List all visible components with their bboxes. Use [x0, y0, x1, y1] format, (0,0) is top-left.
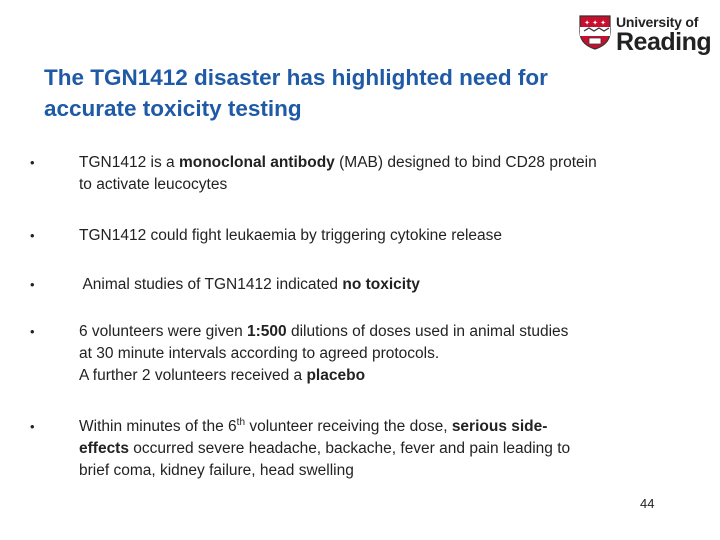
bullet-text: [79, 321, 679, 387]
bullet-line: at 30 minute intervals according to agreed protocols.: [79, 345, 440, 362]
bullet-text: [79, 152, 679, 196]
title-line-1: The TGN1412 disaster has highlighted need for: [44, 65, 548, 90]
text-run: 6 volunteers were given: [79, 323, 248, 340]
crest-icon: [578, 14, 612, 50]
bold-text-run: 1:500: [247, 323, 287, 340]
bullet-symbol: •: [30, 277, 35, 292]
svg-text:✦: ✦: [600, 20, 606, 27]
bullet-symbol: •: [30, 324, 35, 339]
svg-text:✦: ✦: [592, 20, 598, 27]
slide-title: [44, 62, 604, 124]
bold-text-run: monoclonal antibody: [178, 154, 335, 171]
bold-text-run: serious side-: [451, 418, 548, 435]
bullet-text: [79, 416, 679, 482]
text-run: Within minutes of the 6: [79, 418, 237, 435]
text-run: TGN1412 is a: [79, 154, 179, 171]
superscript-text: th: [236, 416, 246, 428]
bullet-symbol: •: [30, 228, 35, 243]
bold-text-run: effects: [79, 440, 129, 457]
bullet-symbol: •: [30, 419, 35, 434]
text-run: Animal studies of TGN1412 indicated: [79, 276, 343, 293]
bullet-symbol: •: [30, 155, 35, 170]
bullet-line: [79, 152, 679, 174]
bullet-line: [79, 274, 679, 296]
text-run: occurred severe headache, backache, fever and pain leading to: [128, 440, 571, 457]
bullet-line: to activate leucocytes: [79, 176, 228, 193]
logo-text-reading: Reading: [616, 28, 712, 56]
text-run: dilutions of doses used in animal studies: [286, 323, 569, 340]
svg-text:✦: ✦: [584, 20, 590, 27]
logo-text-university-of: University of: [616, 14, 699, 30]
text-run: (MAB) designed to bind CD28 protein: [334, 154, 597, 171]
bold-text-run: placebo: [306, 367, 366, 384]
text-run: A further 2 volunteers received a: [79, 367, 307, 384]
bullet-text: [79, 274, 679, 296]
bullet-line: [79, 416, 679, 438]
bullet-line: [79, 365, 679, 387]
text-run: volunteer receiving the dose,: [245, 418, 452, 435]
title-line-2: accurate toxicity testing: [44, 96, 302, 121]
bold-text-run: no toxicity: [342, 276, 420, 293]
bullet-line: [79, 321, 679, 343]
bullet-line: TGN1412 could fight leukaemia by triggering cytokine release: [79, 227, 503, 244]
bullet-line: brief coma, kidney failure, head swelling: [79, 462, 354, 479]
university-logo: [578, 12, 712, 56]
bullet-line: [79, 438, 679, 460]
page-number: 44: [640, 496, 655, 511]
bullet-text: [79, 225, 679, 247]
